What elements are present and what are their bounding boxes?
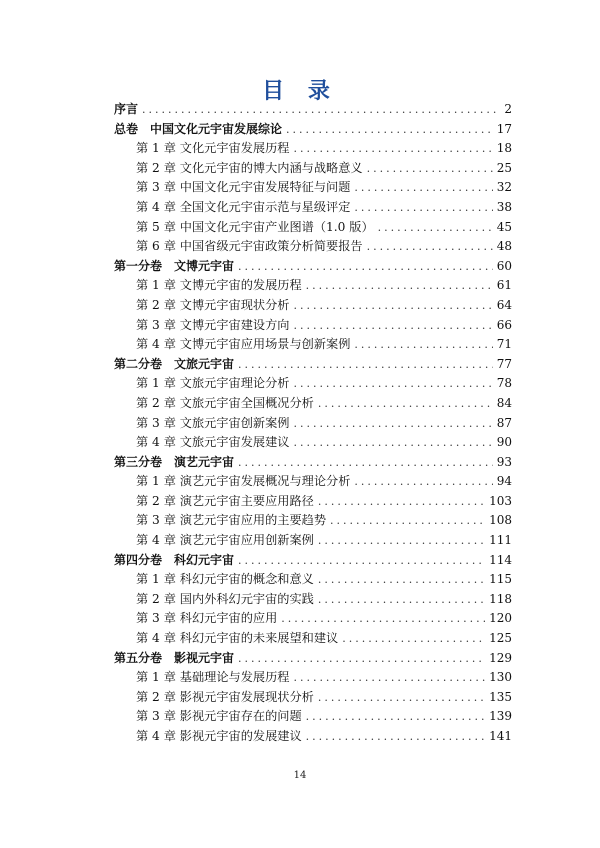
dot-leader	[281, 612, 485, 625]
toc-chapter-entry[interactable]	[114, 668, 512, 688]
dot-leader	[293, 319, 492, 332]
toc-entry-label: 第 1 章 文化元宇宙发展历程	[136, 141, 290, 156]
toc-section-entry[interactable]	[114, 649, 512, 669]
toc-chapter-entry[interactable]	[114, 296, 512, 316]
toc-entry-page-number: 130	[489, 670, 512, 685]
toc-entry-page-number: 108	[489, 513, 512, 528]
dot-leader	[306, 710, 485, 723]
toc-entry-label: 第 2 章 文旅元宇宙全国概况分析	[136, 395, 314, 410]
dot-leader	[293, 436, 492, 449]
toc-chapter-entry[interactable]	[114, 590, 512, 610]
page-number: 14	[293, 770, 307, 781]
toc-entry-label: 第 1 章 科幻元宇宙的概念和意义	[136, 572, 314, 587]
dot-leader	[238, 456, 493, 469]
toc-entry-label: 第 4 章 全国文化元宇宙示范与星级评定	[136, 199, 351, 214]
toc-entry-label: 第 4 章 文旅元宇宙发展建议	[136, 435, 290, 450]
toc-entry-label: 第三分卷 演艺元宇宙	[114, 454, 235, 469]
dot-leader	[318, 593, 485, 606]
dot-leader	[293, 299, 492, 312]
dot-leader	[293, 417, 492, 430]
toc-entry-page-number: 103	[489, 493, 512, 508]
toc-entry-label: 第 2 章 国内外科幻元宇宙的实践	[136, 591, 314, 606]
toc-entry-label: 第 6 章 中国省级元宇宙政策分析简要报告	[136, 239, 363, 254]
toc-entry-page-number: 48	[496, 239, 512, 254]
table-of-contents	[114, 100, 512, 747]
dot-leader	[330, 514, 485, 527]
dot-leader	[293, 142, 492, 155]
toc-chapter-entry[interactable]	[114, 198, 512, 218]
toc-entry-page-number: 77	[496, 356, 512, 371]
dot-leader	[306, 730, 485, 743]
toc-entry-page-number: 111	[489, 533, 512, 548]
dot-leader	[293, 377, 492, 390]
dot-leader	[318, 573, 485, 586]
toc-entry-page-number: 129	[489, 650, 512, 665]
toc-entry-label: 第 1 章 文旅元宇宙理论分析	[136, 376, 290, 391]
toc-section-entry[interactable]	[114, 355, 512, 375]
toc-chapter-entry[interactable]	[114, 629, 512, 649]
toc-entry-label: 第 3 章 文旅元宇宙创新案例	[136, 415, 290, 430]
toc-chapter-entry[interactable]	[114, 394, 512, 414]
toc-entry-page-number: 93	[496, 454, 512, 469]
dot-leader	[354, 475, 492, 488]
dot-leader	[318, 397, 493, 410]
dot-leader	[306, 279, 493, 292]
toc-entry-label: 第 2 章 影视元宇宙发展现状分析	[136, 689, 314, 704]
toc-chapter-entry[interactable]	[114, 511, 512, 531]
toc-entry-page-number: 38	[496, 199, 512, 214]
toc-entry-page-number: 25	[496, 160, 512, 175]
toc-chapter-entry[interactable]	[114, 414, 512, 434]
toc-entry-label: 第 3 章 科幻元宇宙的应用	[136, 611, 278, 626]
toc-chapter-entry[interactable]	[114, 570, 512, 590]
toc-entry-page-number: 139	[489, 709, 512, 724]
toc-section-entry[interactable]	[114, 551, 512, 571]
toc-entry-page-number: 87	[496, 415, 512, 430]
toc-entry-label: 第二分卷 文旅元宇宙	[114, 356, 235, 371]
toc-entry-page-number: 61	[496, 278, 512, 293]
page-title: 目 录	[262, 79, 338, 104]
dot-leader	[378, 221, 493, 234]
toc-entry-page-number: 64	[496, 297, 512, 312]
dot-leader	[354, 338, 492, 351]
toc-entry-page-number: 17	[496, 121, 512, 136]
toc-entry-label: 第四分卷 科幻元宇宙	[114, 552, 235, 567]
toc-chapter-entry[interactable]	[114, 276, 512, 296]
toc-entry-label: 第 3 章 演艺元宇宙应用的主要趋势	[136, 513, 327, 528]
toc-entry-label: 第 4 章 影视元宇宙的发展建议	[136, 729, 302, 743]
toc-chapter-entry[interactable]	[114, 727, 512, 747]
toc-entry-label: 第 4 章 科幻元宇宙的未来展望和建议	[136, 631, 339, 646]
dot-leader	[342, 632, 485, 645]
toc-entry-label: 第 2 章 文化元宇宙的博大内涵与战略意义	[136, 160, 363, 175]
toc-entry-page-number: 125	[489, 631, 512, 646]
toc-entry-page-number: 90	[496, 435, 512, 450]
toc-chapter-entry[interactable]	[114, 178, 512, 198]
toc-chapter-entry[interactable]	[114, 609, 512, 629]
toc-entry-label: 第 1 章 基础理论与发展历程	[136, 670, 290, 685]
toc-chapter-entry[interactable]	[114, 374, 512, 394]
dot-leader	[367, 162, 493, 175]
toc-entry-label: 总卷 中国文化元宇宙发展综论	[114, 121, 283, 136]
toc-entry-page-number: 2	[504, 102, 512, 116]
dot-leader	[318, 495, 485, 508]
dot-leader	[354, 181, 492, 194]
toc-section-entry[interactable]	[114, 100, 512, 120]
toc-entry-label: 第 4 章 演艺元宇宙应用创新案例	[136, 533, 314, 548]
toc-entry-page-number: 141	[489, 729, 512, 743]
toc-entry-page-number: 32	[496, 180, 512, 195]
toc-entry-label: 第 3 章 文博元宇宙建设方向	[136, 317, 290, 332]
dot-leader	[367, 240, 493, 253]
toc-entry-label: 第 2 章 文博元宇宙现状分析	[136, 297, 290, 312]
toc-chapter-entry[interactable]	[114, 159, 512, 179]
toc-entry-page-number: 135	[489, 689, 512, 704]
toc-entry-page-number: 94	[496, 474, 512, 489]
dot-leader	[293, 671, 485, 684]
toc-entry-page-number: 120	[489, 611, 512, 626]
toc-entry-page-number: 18	[496, 141, 512, 156]
toc-entry-page-number: 78	[496, 376, 512, 391]
toc-entry-page-number: 84	[496, 395, 512, 410]
toc-entry-label: 序言	[114, 102, 139, 116]
toc-section-entry[interactable]	[114, 453, 512, 473]
toc-entry-label: 第五分卷 影视元宇宙	[114, 650, 235, 665]
toc-entry-label: 第一分卷 文博元宇宙	[114, 258, 235, 273]
toc-entry-label: 第 3 章 中国文化元宇宙发展特征与问题	[136, 180, 351, 195]
toc-entry-label: 第 3 章 影视元宇宙存在的问题	[136, 709, 302, 724]
dot-leader	[238, 260, 493, 273]
toc-chapter-entry[interactable]	[114, 316, 512, 336]
toc-entry-label: 第 1 章 演艺元宇宙发展概况与理论分析	[136, 474, 351, 489]
toc-entry-page-number: 118	[489, 591, 512, 606]
toc-entry-page-number: 71	[496, 337, 512, 352]
dot-leader	[238, 358, 493, 371]
toc-chapter-entry[interactable]	[114, 433, 512, 453]
dot-leader	[318, 691, 485, 704]
dot-leader	[354, 201, 492, 214]
toc-chapter-entry[interactable]	[114, 335, 512, 355]
toc-entry-page-number: 60	[496, 258, 512, 273]
dot-leader	[142, 103, 500, 116]
toc-entry-label: 第 1 章 文博元宇宙的发展历程	[136, 278, 302, 293]
toc-entry-label: 第 2 章 演艺元宇宙主要应用路径	[136, 493, 314, 508]
toc-chapter-entry[interactable]	[114, 531, 512, 551]
dot-leader	[286, 123, 493, 136]
toc-chapter-entry[interactable]	[114, 218, 512, 238]
toc-entry-page-number: 45	[496, 219, 512, 234]
dot-leader	[238, 652, 485, 665]
toc-entry-label: 第 4 章 文博元宇宙应用场景与创新案例	[136, 337, 351, 352]
toc-chapter-entry[interactable]	[114, 707, 512, 727]
toc-section-entry[interactable]	[114, 257, 512, 277]
toc-chapter-entry[interactable]	[114, 139, 512, 159]
toc-chapter-entry[interactable]	[114, 492, 512, 512]
dot-leader	[318, 534, 485, 547]
toc-entry-label: 第 5 章 中国文化元宇宙产业图谱（1.0 版）	[136, 219, 374, 234]
toc-entry-page-number: 66	[496, 317, 512, 332]
toc-chapter-entry[interactable]	[114, 688, 512, 708]
toc-entry-page-number: 115	[489, 572, 512, 587]
toc-section-entry[interactable]	[114, 120, 512, 140]
toc-chapter-entry[interactable]	[114, 237, 512, 257]
toc-chapter-entry[interactable]	[114, 472, 512, 492]
dot-leader	[238, 554, 485, 567]
toc-entry-page-number: 114	[489, 552, 512, 567]
